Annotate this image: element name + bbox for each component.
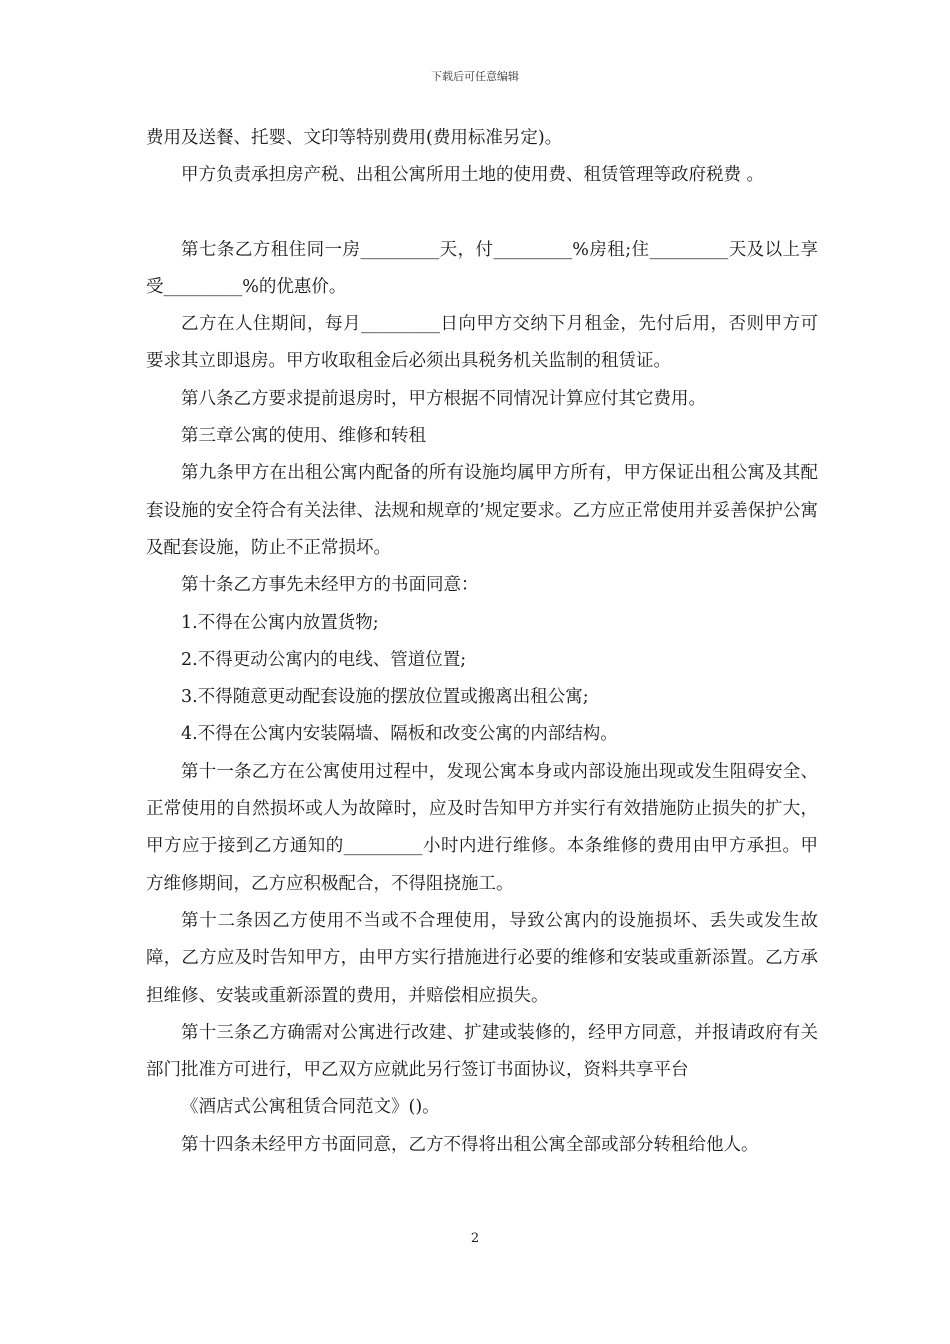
document-title-reference: 《酒店式公寓租赁合同范文》()。: [181, 1097, 440, 1118]
page-header-note: 下载后可任意编辑: [431, 70, 519, 83]
paragraph-rent-payment: 乙方在人住期间，每月_________日向甲方交纳下月租金，先付后用，否则甲方可要求其立即退房。甲方收取租金后必须出具税务机关监制的租赁证。: [146, 314, 818, 372]
list-item-1: 1.不得在公寓内放置货物;: [181, 612, 379, 633]
paragraph-taxes: 甲方负责承担房产税、出租公寓所用土地的使用费、租赁管理等政府税费 。: [181, 165, 765, 186]
article-7: 第七条乙方租住同一房_________天，付_________%房租;住_________天及以上享受_________%的优惠价。: [146, 239, 818, 297]
chapter-3-heading: 第三章公寓的使用、维修和转租: [181, 426, 426, 447]
article-9: 第九条甲方在出租公寓内配备的所有设施均属甲方所有，甲方保证出租公寓及其配套设施的安全符合有关法律、法规和规章的’规定要求。乙方应正常使用并妥善保护公寓及配套设施，防止不正常损坏。: [146, 463, 818, 558]
paragraph-spacer: [146, 195, 818, 232]
article-10: 第十条乙方事先未经甲方的书面同意：: [181, 575, 479, 596]
page-number: 2: [470, 1231, 480, 1246]
article-12: 第十二条因乙方使用不当或不合理使用，导致公寓内的设施损坏、丢失或发生故障，乙方应及时告知甲方，由甲方实行措施进行必要的维修和安装或重新添置。乙方承担维修、安装或重新添置的费用，并赔偿相应损失。: [146, 910, 818, 1006]
list-item-2: 2.不得更动公寓内的电线、管道位置;: [181, 649, 467, 670]
document-body: [146, 120, 818, 1164]
article-8: 第八条乙方要求提前退房时，甲方根据不同情况计算应付其它费用。: [181, 388, 706, 409]
article-14: 第十四条未经甲方书面同意，乙方不得将出租公寓全部或部分转租给他人。: [181, 1134, 759, 1155]
list-item-3: 3.不得随意更动配套设施的摆放位置或搬离出租公寓;: [181, 687, 589, 708]
list-item-4: 4.不得在公寓内安装隔墙、隔板和改变公寓的内部结构。: [181, 724, 618, 745]
article-13: 第十三条乙方确需对公寓进行改建、扩建或装修的，经甲方同意，并报请政府有关部门批准方可进行，甲乙双方应就此另行签订书面协议，资料共享平台: [146, 1022, 818, 1081]
paragraph-special-fees: 费用及送餐、托婴、文印等特别费用(费用标准另定)。: [146, 128, 563, 148]
article-11: 第十一条乙方在公寓使用过程中，发现公寓本身或内部设施出现或发生阻碍安全、正常使用的自然损坏或人为故障时，应及时告知甲方并实行有效措施防止损失的扩大，甲方应于接到乙方通知的_________小时内进行维修。本条维修的费用由甲方承担。甲方维修期间，乙方应积极配合，不得阻挠施工。: [146, 761, 818, 894]
